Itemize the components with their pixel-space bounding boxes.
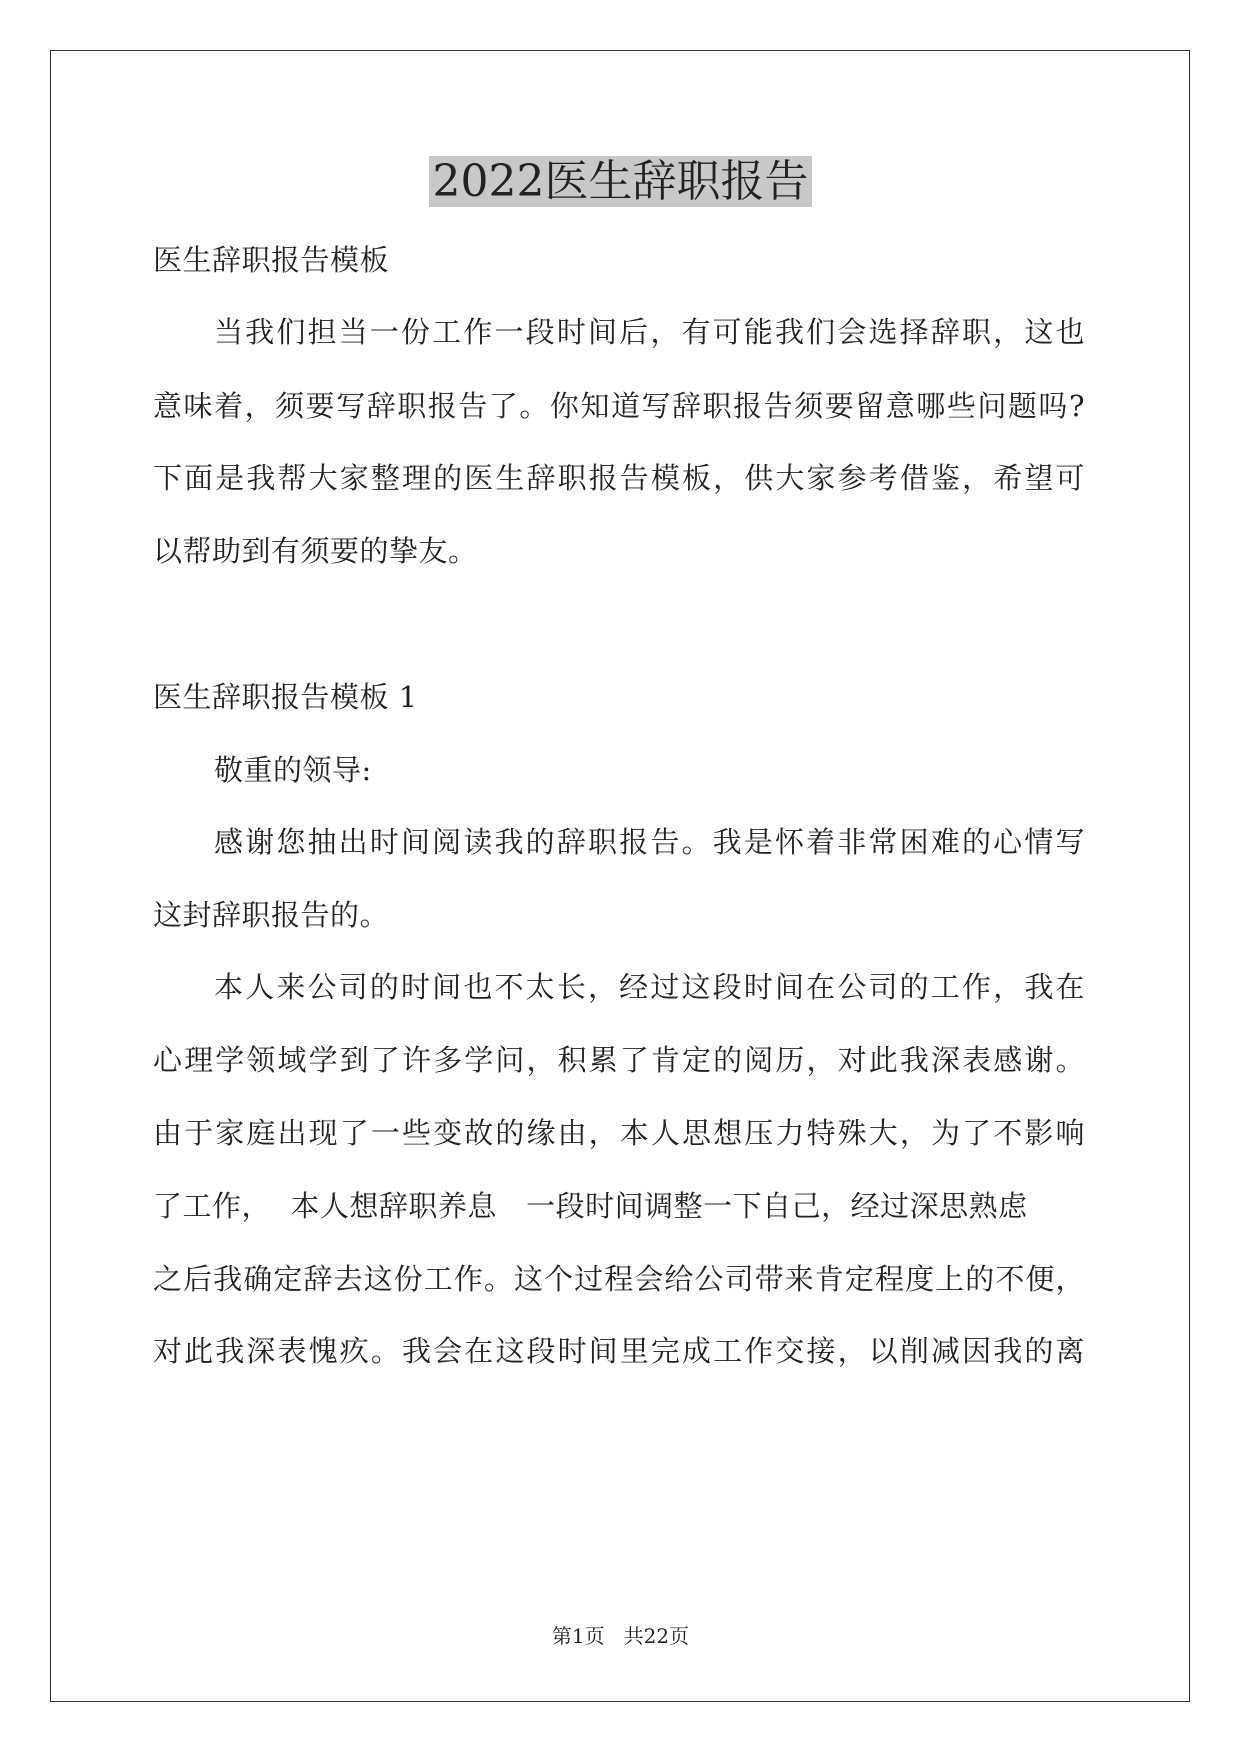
paragraph-line: 由于家庭出现了一些变故的缘由，本人思想压力特殊大，为了不影响 — [153, 1116, 1085, 1150]
total-label-prefix: 共 — [623, 1624, 644, 1648]
section-heading: 医生辞职报告模板 — [153, 243, 390, 277]
paragraph-line: 这封辞职报告的。 — [153, 898, 390, 932]
paragraph-line: 心理学领域学到了许多学问，积累了肯定的阅历，对此我深表感谢。 — [153, 1043, 1085, 1077]
section-heading: 医生辞职报告模板 1 — [153, 680, 418, 714]
paragraph-line: 本人来公司的时间也不太长，经过这段时间在公司的工作，我在 — [214, 970, 1085, 1004]
page-label-mid: 页 — [584, 1624, 605, 1648]
paragraph-line: 下面是我帮大家整理的医生辞职报告模板，供大家参考借鉴，希望可 — [153, 461, 1085, 495]
page-border — [50, 50, 1190, 1702]
paragraph-line: 之后我确定辞去这份工作。这个过程会给公司带来肯定程度上的不便， — [153, 1262, 1085, 1296]
paragraph-line: 了工作， 本人想辞职养息 一段时间调整一下自己，经过深思熟虑 — [153, 1189, 1028, 1223]
paragraph-line: 当我们担当一份工作一段时间后，有可能我们会选择辞职，这也 — [214, 315, 1085, 349]
document-title — [0, 152, 1241, 212]
salutation: 敬重的领导: — [214, 753, 372, 787]
paragraph-line: 以帮助到有须要的挚友。 — [153, 534, 478, 568]
page-footer — [0, 1622, 1241, 1650]
document-title-text: 2022医生辞职报告 — [429, 156, 813, 207]
paragraph-line: 意味着，须要写辞职报告了。你知道写辞职报告须要留意哪些问题吗? — [153, 389, 1085, 423]
total-label-suffix: 页 — [669, 1624, 690, 1648]
paragraph-line: 对此我深表愧疚。我会在这段时间里完成工作交接，以削减因我的离 — [153, 1334, 1085, 1368]
paragraph-line: 感谢您抽出时间阅读我的辞职报告。我是怀着非常困难的心情写 — [214, 825, 1085, 859]
page-label-prefix: 第 — [551, 1624, 572, 1648]
page-number: 1 — [571, 1624, 585, 1648]
total-pages: 22 — [643, 1624, 670, 1648]
